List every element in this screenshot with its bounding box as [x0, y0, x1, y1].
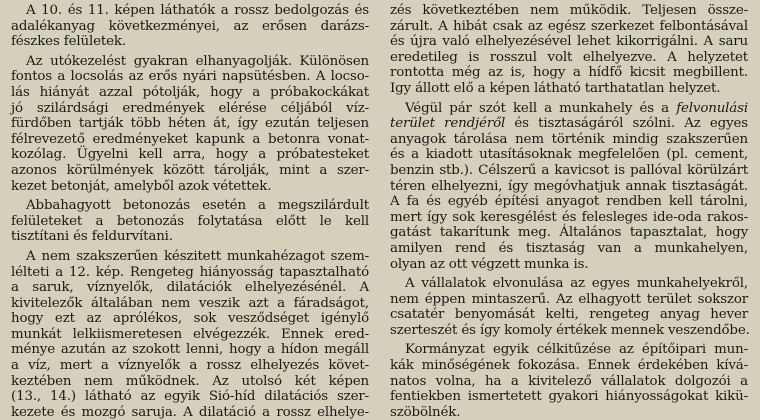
text-line: jó szilárdsági eredmények elérése céljából víz-: [11, 100, 369, 116]
text-line: A nem szakszerűen készitett munkahézagot szem-: [26, 248, 369, 264]
text-line: félrevezető eredményeket kapunk a betonra vonat-: [11, 131, 369, 147]
text-line: szerteszét és így komoly értékek mennek veszendőbe.: [390, 322, 750, 338]
text-line: lás hiányát azzal pótolják, hogy a próbakockákat: [11, 84, 369, 100]
paragraph: [390, 342, 748, 420]
paragraph: [390, 101, 748, 273]
text-line: A fa és egyéb építési anyagot rendben kell tárolni,: [390, 194, 748, 210]
paragraph: [11, 54, 369, 194]
text-line: amilyen rend és tisztaság van a munkahelyen,: [390, 240, 748, 256]
text-line: zés következtében nem működik. Teljesen össze-: [390, 3, 748, 18]
text-line: és a kiadott utasításoknak megfelelően (pl. cement,: [390, 147, 748, 163]
text-line: anyagok tárolása nem történik mindig szakszerűen: [390, 131, 748, 147]
text-line: kivitelezők általában nem veszik azt a fáradságot,: [11, 295, 369, 311]
text-line: nem éppen mintaszerű. Az elhagyott terület sokszor: [390, 291, 748, 307]
text-line: tisztítani és feldurvítani.: [11, 229, 173, 245]
text-line: a saruk, víznyelők, dilatációk elhelyezésénél. A: [11, 280, 369, 296]
text-line: a víz, mert a víznyelők a rossz elhelyezés követ-: [11, 358, 369, 374]
text-line: kezet betonját, amelyből azok vétettek.: [11, 178, 272, 194]
paragraph: [11, 249, 369, 420]
paragraph: [390, 3, 748, 97]
right-column: [390, 3, 748, 420]
text-line: fentiekben ismertetett gyakori hiányosságokat kikü-: [390, 389, 748, 405]
text-line: Igy állott elő a képen látható tarthatatlan helyzet.: [390, 80, 721, 96]
text-line: Abbahagyott betonozás esetén a megszilárdult: [26, 198, 369, 214]
text-line: szöbölnék.: [390, 404, 461, 420]
text-line: zárult. A hibát csak az egész szerkezet felbontásával: [390, 18, 748, 34]
text-line: rontotta még az is, hogy a hídfő kicsit megbillent.: [390, 65, 748, 81]
text-line: A 10. és 11. képen láthatók a rossz bedolgozás és: [26, 3, 369, 18]
text-line: Végül pár szót kell a munkahely és a felvonulási: [405, 100, 748, 116]
text-line: (13., 14.) látható az egyik Sió-híd dilatációs szer-: [11, 389, 369, 405]
text-line: felületeket a betonozás folytatása előtt le kell: [11, 213, 369, 229]
text-line: lélteti a 12. kép. Rengeteg hiányosság tapasztalható: [11, 264, 369, 280]
italic-emphasis: felvonulási: [676, 100, 748, 116]
text-line: adalékanyag következményei, az erősen darázs-: [11, 18, 369, 34]
text-line: Kormányzat egyik célkitűzése az építőipari mun-: [405, 342, 748, 358]
paragraph: [11, 3, 369, 50]
text-line: kák minőségének fokozása. Ennek érdekében kívá-: [390, 358, 748, 374]
text-line: mert így sok keresgélést és felesleges ide-oda rakos-: [390, 209, 748, 225]
text-line: eredetileg is rosszul volt elhelyezve. A helyzetet: [390, 49, 748, 65]
text-line: azonos körülmények között tárolják, mint a szer-: [11, 162, 369, 178]
text-line: kozólag. Ügyelni kell arra, hogy a próbatesteket: [11, 147, 369, 163]
text-line: fontos a locsolás az erős nyári napsütésben. A locso-: [11, 69, 369, 85]
left-column: [11, 3, 369, 420]
text-line: csatatér benyomását kelti, rengeteg anyag hever: [390, 307, 748, 323]
text-line: munkát lelkiismeretesen elvégezzék. Ennek ered-: [11, 326, 369, 342]
text-line: Az utókezelést gyakran elhanyagolják. Különösen: [26, 53, 369, 69]
italic-emphasis: terület rendjéről: [390, 116, 506, 132]
text-line: A vállalatok elvonulása az egyes munkahelyekről,: [405, 276, 748, 292]
text-line: olyan az ott végzett munka is.: [390, 256, 589, 272]
paragraph: [11, 198, 369, 245]
text-line: fészkes felületek.: [11, 34, 126, 50]
text-line: fürdőben tartják több héten át, így ezután teljesen: [11, 116, 369, 132]
text-line: natos volna, ha a kivitelező vállalatok dolgozói a: [390, 373, 748, 389]
text-line: benzin stb.). Célszerű a kavicsot is pallóval körülzárt: [390, 162, 748, 178]
text-line: téren elhelyezni, így megóvhatjuk annak tisztaságát.: [390, 178, 748, 194]
text-line: kezete és mozgó saruja. A dilatáció a rossz elhelye-: [11, 404, 369, 420]
text-line: gatást takarítunk meg. Általános tapasztalat, hogy: [390, 225, 748, 241]
text-line: terület rendjéről és tisztaságáról szólni. Az egyes: [390, 116, 748, 132]
text-line: keztében nem működnek. Az utolsó két képen: [11, 373, 369, 389]
text-line: és újra való elhelyezésével lehet kikorrigálni. A saru: [390, 34, 748, 50]
paragraph: [390, 276, 748, 338]
text-line: ménye azután az szokott lenni, hogy a hídon megáll: [11, 342, 369, 358]
text-line: hogy ezt az aprólékos, sok vesződséget igénylő: [11, 311, 369, 327]
